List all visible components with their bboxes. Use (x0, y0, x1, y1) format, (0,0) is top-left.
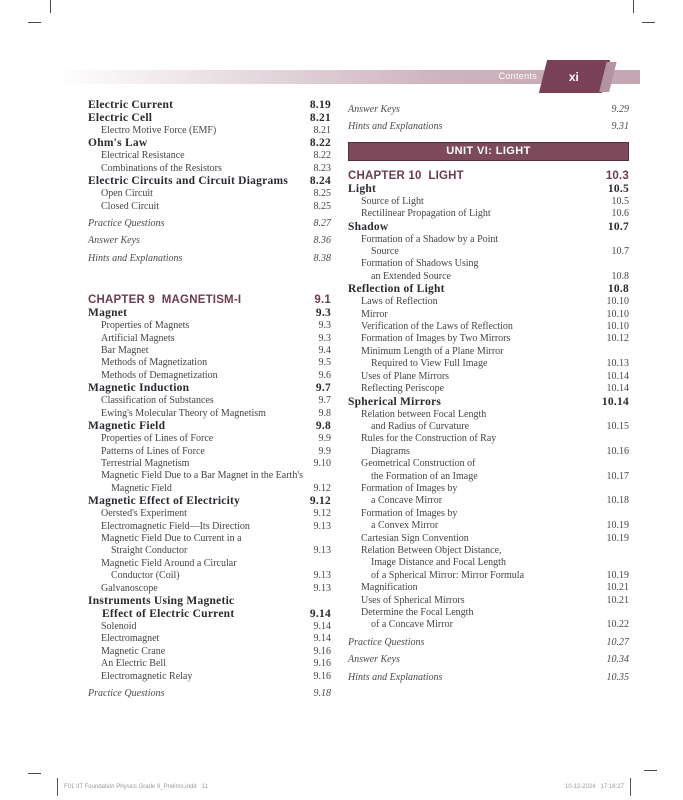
toc-entry (88, 175, 331, 188)
toc-entry (348, 333, 629, 345)
toc-entry-title: Practice Questions (88, 688, 165, 699)
toc-entry (348, 508, 629, 520)
toc-entry (348, 346, 629, 358)
toc-entry (88, 370, 331, 382)
toc-entry-page: 9.16 (313, 645, 331, 657)
toc-entry-page: 9.14 (313, 620, 331, 632)
toc-entry-title: Bar Magnet (101, 345, 149, 357)
toc-entry-title: Rules for the Construction of Ray (361, 433, 497, 445)
toc-entry-page: 10.21 (606, 582, 629, 594)
toc-entry-page: 10.15 (606, 420, 629, 432)
toc-entry (348, 607, 629, 619)
toc-entry-title: Properties of Lines of Force (101, 433, 214, 445)
toc-entry (88, 545, 331, 557)
toc-entry (348, 446, 629, 458)
toc-entry (348, 557, 629, 569)
footer-right (565, 778, 631, 796)
toc-entry-title: Answer Keys (348, 104, 400, 115)
toc-entry-page: 10.19 (606, 569, 629, 581)
toc-entry-page: 10.19 (606, 532, 629, 544)
toc-entry (88, 201, 331, 213)
toc-entry-title: Magnetic Field Due to a Bar Magnet in the Earth's (101, 470, 304, 482)
toc-entry (348, 471, 629, 483)
toc-entry-title: Reflection of Light (348, 283, 445, 296)
toc-entry (348, 520, 629, 532)
toc-entry-title: Formation of Images by (361, 482, 458, 494)
toc-entry-page: 9.3 (318, 332, 331, 344)
toc-entry (88, 595, 331, 608)
toc-entry-page: 8.27 (313, 218, 331, 230)
toc-entry-page: 10.10 (606, 321, 629, 333)
toc-entry-title: Properties of Magnets (101, 320, 190, 332)
toc-entry-page: 9.12 (309, 495, 331, 508)
toc-entry-title: Combinations of the Resistors (101, 162, 222, 174)
toc-entry-title: Methods of Demagnetization (101, 369, 218, 381)
toc-entry-title: Hints and Explanations (88, 252, 183, 264)
toc-entry-title: a Convex Mirror (371, 520, 439, 532)
toc-entry-title: Instruments Using Magnetic (88, 594, 235, 607)
toc-entry-title: Closed Circuit (101, 200, 160, 212)
toc-entry-title: Electric Current (88, 99, 174, 111)
toc-entry (88, 137, 331, 150)
toc-entry-page: 8.36 (313, 235, 331, 247)
toc-entry (88, 495, 331, 508)
toc-entry-page: 9.12 (313, 482, 331, 494)
toc-entry (348, 258, 629, 270)
toc-entry-title: Image Distance and Focal Length (371, 557, 506, 569)
toc-entry-page: 8.22 (309, 137, 331, 150)
toc-entry-page: 9.6 (318, 369, 331, 381)
toc-entry-title: Formation of a Shadow by a Point (361, 233, 499, 245)
toc-entry (348, 169, 629, 183)
toc-entry-title: Practice Questions (348, 636, 425, 648)
toc-entry (348, 321, 629, 333)
toc-entry (348, 654, 629, 666)
toc-column-right (348, 99, 629, 688)
toc-entry (348, 234, 629, 246)
toc-entry-page: 9.12 (313, 508, 331, 520)
toc-entry-page: 9.9 (318, 433, 331, 445)
toc-entry-title: Formation of Images by (361, 507, 458, 519)
toc-entry-page: 8.24 (309, 175, 331, 188)
toc-entry-title: Relation between Focal Length (361, 408, 487, 420)
toc-entry-page: 9.8 (318, 407, 331, 419)
footer-timestamp: 10-12-2024 17:16:27 (564, 784, 624, 790)
toc-entry (348, 246, 629, 258)
toc-entry-title: Magnetic Crane (101, 645, 166, 657)
toc-entry (348, 221, 629, 234)
toc-entry-page: 9.29 (611, 104, 629, 115)
toc-entry (348, 271, 629, 283)
toc-entry (348, 533, 629, 545)
toc-entry-page: 10.27 (606, 636, 629, 648)
toc-entry-title: Shadow (348, 220, 389, 233)
toc-entry-title: Effect of Electric Current (102, 607, 235, 620)
toc-entry-page: 10.19 (606, 520, 629, 532)
toc-entry-title: CHAPTER 9 MAGNETISM-I (88, 294, 242, 307)
toc-entry-title: of a Spherical Mirror: Mirror Formula (371, 569, 525, 581)
toc-entry (88, 320, 331, 332)
toc-entry (348, 433, 629, 445)
toc-entry-page: 9.13 (313, 545, 331, 557)
toc-entry-title: CHAPTER 10 LIGHT (348, 169, 464, 182)
unit-banner: UNIT VI: LIGHT (348, 142, 629, 161)
toc-entry-title: Hints and Explanations (348, 671, 443, 683)
toc-entry-title: an Extended Source (371, 270, 451, 282)
toc-entry-title: Open Circuit (101, 188, 153, 200)
toc-entry-title: Minimum Length of a Plane Mirror (361, 345, 504, 357)
toc-entry (348, 570, 629, 582)
toc-entry (348, 582, 629, 594)
toc-entry-title: Ewing's Molecular Theory of Magnetism (101, 407, 266, 419)
toc-entry-title: Practice Questions (88, 218, 165, 230)
toc-entry-page: 8.25 (313, 200, 331, 212)
toc-entry-page: 9.31 (611, 121, 629, 133)
toc-entry-title: Electric Circuits and Circuit Diagrams (88, 175, 289, 188)
toc-entry-page: 8.22 (313, 150, 331, 162)
toc-entry-page: 9.8 (315, 420, 331, 433)
toc-entry-title: the Formation of an Image (371, 470, 478, 482)
toc-entry (88, 293, 331, 307)
toc-entry-title: and Radius of Curvature (371, 420, 470, 432)
toc-entry (88, 163, 331, 175)
toc-entry (88, 570, 331, 582)
toc-entry-page: 9.3 (315, 307, 331, 320)
toc-entry-page: 10.10 (606, 308, 629, 320)
toc-entry-title: Uses of Spherical Mirrors (361, 594, 465, 606)
toc-column-left (88, 99, 331, 704)
toc-entry-page: 9.10 (313, 457, 331, 469)
toc-entry-page: 9.13 (313, 570, 331, 582)
toc-entry (88, 408, 331, 420)
toc-entry-title: Magnetic Field (111, 482, 172, 494)
toc-entry-title: Electromagnetic Relay (101, 670, 193, 682)
toc-entry-page: 10.16 (606, 445, 629, 457)
toc-entry (88, 188, 331, 200)
toc-entry (88, 446, 331, 458)
toc-entry-title: Source of Light (361, 195, 424, 207)
toc-entry-title: Oersted's Experiment (101, 508, 187, 520)
toc-entry (88, 658, 331, 670)
toc-entry (88, 345, 331, 357)
toc-entry (348, 495, 629, 507)
toc-entry-page: 10.14 (601, 395, 629, 408)
toc-entry (348, 545, 629, 557)
toc-entry-page: 9.13 (313, 520, 331, 532)
toc-entry-page: 8.23 (313, 162, 331, 174)
toc-entry-title: Diagrams (371, 445, 410, 457)
toc-entry (348, 183, 629, 196)
crop-mark (50, 0, 51, 13)
toc-entry-page: 10.3 (605, 169, 629, 182)
toc-entry (88, 333, 331, 345)
footer-crop-rule (57, 778, 58, 796)
toc-entry (88, 395, 331, 407)
toc-entry (348, 296, 629, 308)
crop-mark (28, 22, 41, 23)
toc-entry-title: Classification of Substances (101, 395, 214, 407)
toc-entry (88, 483, 331, 495)
page-number: xi (569, 69, 580, 84)
toc-entry-title: Relation Between Object Distance, (361, 544, 502, 556)
toc-entry-title: a Concave Mirror (371, 495, 443, 507)
toc-entry (88, 99, 331, 112)
toc-entry-title: Formation of Shadows Using (361, 258, 479, 270)
crop-mark (642, 22, 655, 23)
toc-entry-title: Formation of Images by Two Mirrors (361, 333, 511, 345)
toc-entry (348, 409, 629, 421)
toc-entry-title: Magnetic Field Due to Current in a (101, 532, 242, 544)
footer-filename: F01 IIT Foundation Physics Grade 9_Prelims.indd 11 (64, 784, 208, 790)
toc-entry-page: 9.16 (313, 670, 331, 682)
toc-entry-title: Magnetic Induction (88, 382, 190, 395)
footer-left (57, 778, 208, 796)
toc-entry (88, 253, 331, 265)
toc-entry-page: 10.5 (607, 182, 629, 195)
toc-entry (88, 458, 331, 470)
toc-entry-title: of a Concave Mirror (371, 619, 453, 631)
toc-entry-page: 10.34 (606, 654, 629, 666)
toc-entry-page: 9.1 (314, 294, 331, 307)
toc-entry (88, 357, 331, 369)
toc-entry (88, 470, 331, 482)
toc-entry-title: Electric Cell (88, 112, 153, 124)
toc-entry-title: Electrical Resistance (101, 150, 185, 162)
toc-entry-title: Patterns of Lines of Force (101, 445, 205, 457)
toc-entry-page: 10.18 (606, 495, 629, 507)
toc-entry (88, 621, 331, 633)
toc-entry-page: 9.3 (318, 320, 331, 332)
toc-entry-title: Answer Keys (88, 235, 140, 247)
toc-entry (348, 283, 629, 296)
toc-entry (88, 125, 331, 137)
toc-entry (88, 382, 331, 395)
toc-entry-page: 9.4 (318, 345, 331, 357)
toc-entry (88, 150, 331, 162)
page-number-tab (539, 60, 610, 93)
toc-entry-page: 9.16 (313, 658, 331, 670)
toc-entry-page: 9.7 (315, 382, 331, 395)
toc-entry (348, 637, 629, 649)
toc-entry-title: Methods of Magnetization (101, 357, 208, 369)
toc-entry-page: 8.38 (313, 252, 331, 264)
toc-entry-page: 10.13 (606, 358, 629, 370)
toc-entry-title: Rectilinear Propagation of Light (361, 208, 491, 220)
toc-entry-title: Cartesian Sign Convention (361, 532, 469, 544)
toc-entry (88, 671, 331, 683)
toc-entry (88, 235, 331, 247)
toc-entry-title: An Electric Bell (101, 658, 166, 670)
toc-entry-page: 8.19 (309, 99, 331, 111)
toc-entry (348, 672, 629, 684)
toc-entry (88, 521, 331, 533)
toc-entry (88, 646, 331, 658)
toc-entry-title: Magnetic Effect of Electricity (88, 495, 241, 508)
toc-entry-title: Required to View Full Image (371, 358, 488, 370)
toc-entry-title: Light (348, 182, 377, 195)
toc-entry (348, 309, 629, 321)
toc-entry-page: 9.14 (313, 633, 331, 645)
toc-entry-title: Magnet (88, 307, 128, 320)
toc-entry-title: Laws of Reflection (361, 296, 438, 308)
toc-entry (348, 208, 629, 220)
toc-entry (348, 104, 629, 116)
toc-entry (348, 458, 629, 470)
toc-entry-page: 10.7 (607, 220, 629, 233)
toc-entry (348, 483, 629, 495)
toc-entry-page: 9.9 (318, 445, 331, 457)
toc-entry-page: 10.14 (606, 370, 629, 382)
toc-entry-page: 10.22 (606, 619, 629, 631)
toc-entry-title: Electromagnet (101, 633, 160, 645)
crop-mark (644, 770, 657, 771)
toc-entry (88, 508, 331, 520)
toc-entry (88, 112, 331, 125)
toc-entry (88, 608, 331, 621)
toc-entry (88, 218, 331, 230)
contents-label: Contents (498, 71, 537, 81)
toc-entry-page: 10.17 (606, 470, 629, 482)
toc-entry-title: Artificial Magnets (101, 332, 175, 344)
toc-entry (88, 583, 331, 595)
toc-entry-page: 10.12 (606, 333, 629, 345)
toc-entry-page: 9.13 (313, 582, 331, 594)
toc-entry-title: Conductor (Coil) (111, 570, 180, 582)
toc-entry (348, 371, 629, 383)
toc-entry (348, 396, 629, 409)
toc-entry-page: 8.21 (313, 125, 331, 136)
toc-entry-page: 10.14 (606, 383, 629, 395)
toc-entry-title: Magnification (361, 582, 418, 594)
toc-entry-page: 10.7 (611, 246, 629, 258)
column-gap (88, 269, 331, 293)
toc-entry-title: Solenoid (101, 620, 137, 632)
toc-entry-page: 9.14 (309, 607, 331, 620)
toc-entry-title: Magnetic Field (88, 420, 166, 433)
toc-entry-page: 10.8 (611, 270, 629, 282)
toc-entry-title: Verification of the Laws of Reflection (361, 321, 513, 333)
crop-mark (633, 0, 634, 13)
toc-entry (88, 558, 331, 570)
toc-entry-page: 9.5 (318, 357, 331, 369)
toc-entry (88, 433, 331, 445)
toc-entry (348, 595, 629, 607)
toc-entry-title: Determine the Focal Length (361, 607, 474, 618)
toc-entry-page: 10.10 (606, 296, 629, 308)
toc-entry-title: Galvanoscope (101, 582, 158, 594)
toc-entry (88, 688, 331, 700)
toc-entry (88, 633, 331, 645)
toc-entry-title: Magnetic Field Around a Circular (101, 557, 237, 569)
toc-entry-title: Source (371, 246, 399, 258)
toc-entry-title: Ohm's Law (88, 137, 148, 150)
toc-entry-title: Answer Keys (348, 654, 400, 666)
toc-entry-title: Uses of Plane Mirrors (361, 370, 450, 382)
toc-entry-title: Electromagnetic Field—Its Direction (101, 520, 250, 532)
toc-entry-page: 10.35 (606, 671, 629, 683)
toc-entry-page: 10.5 (611, 195, 629, 207)
toc-entry-page: 10.6 (611, 208, 629, 220)
toc-entry (88, 533, 331, 545)
toc-entry-page: 10.21 (606, 594, 629, 606)
toc-entry-title: Reflecting Periscope (361, 383, 445, 395)
toc-entry-page: 8.21 (309, 112, 331, 124)
toc-entry (88, 307, 331, 320)
toc-entry (348, 421, 629, 433)
toc-entry (348, 383, 629, 395)
toc-entry-title: Electro Motive Force (EMF) (101, 125, 217, 136)
toc-entry-title: Mirror (361, 308, 388, 320)
toc-entry-title: Straight Conductor (111, 545, 188, 557)
toc-entry (348, 619, 629, 631)
toc-entry (348, 358, 629, 370)
toc-entry (348, 121, 629, 133)
toc-entry-title: Hints and Explanations (348, 121, 443, 133)
toc-entry-title: Spherical Mirrors (348, 395, 442, 408)
toc-entry-title: Terrestrial Magnetism (101, 457, 190, 469)
toc-entry (88, 420, 331, 433)
footer-crop-rule (630, 778, 631, 796)
toc-entry-page: 8.25 (313, 188, 331, 200)
toc-entry (348, 196, 629, 208)
toc-entry-page: 10.8 (607, 283, 629, 296)
toc-entry-page: 9.18 (313, 688, 331, 699)
toc-entry-title: Geometrical Construction of (361, 458, 476, 470)
crop-mark (28, 773, 41, 774)
toc-entry-page: 9.7 (318, 395, 331, 407)
